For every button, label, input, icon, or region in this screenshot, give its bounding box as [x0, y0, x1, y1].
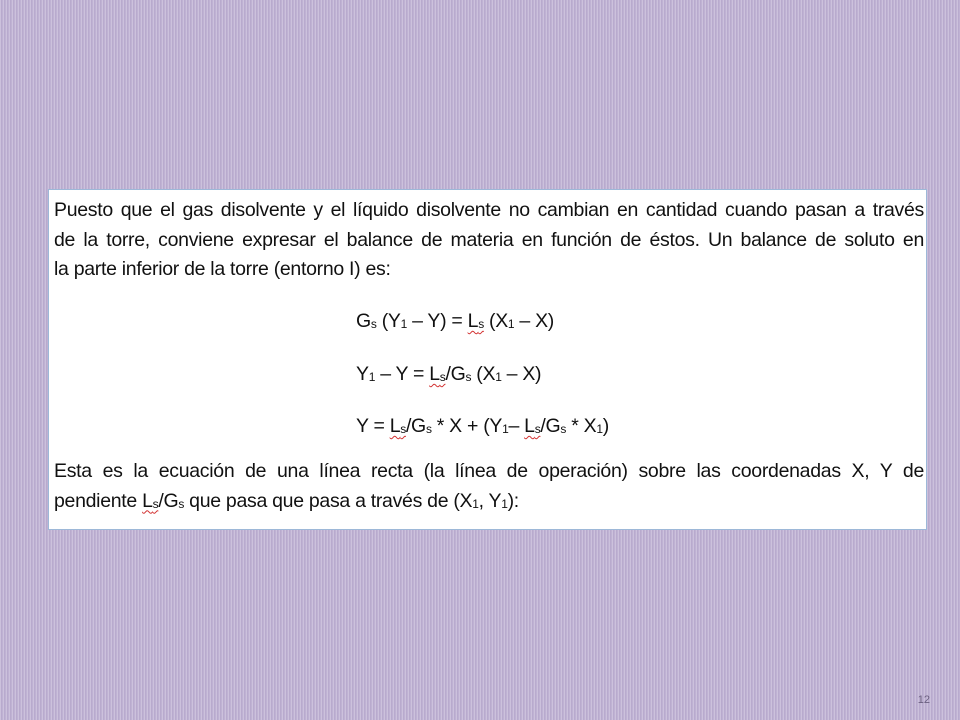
eq1-sub: s — [478, 317, 484, 331]
equation-2 — [356, 363, 541, 386]
eq2-sub: 1 — [495, 370, 502, 384]
eq3-part: Y = — [356, 415, 390, 437]
eq3-spellcheck-term — [524, 415, 540, 437]
eq3-part: ) — [602, 415, 609, 437]
paragraph-conclusion-line-2 — [54, 487, 924, 517]
eq2-sub: s — [465, 370, 472, 384]
eq3-sub: s — [534, 422, 541, 436]
eq3-sub: s — [560, 422, 567, 436]
eq3-sub: 1 — [502, 422, 509, 436]
paragraph-intro-line-3: la parte inferior de la torre (entorno I) es: — [54, 258, 391, 280]
eq1-sub: s — [370, 317, 377, 331]
conclusion-sub: 1 — [501, 496, 508, 511]
eq3-part: * X — [566, 415, 597, 437]
eq2-spellcheck-term — [429, 363, 445, 385]
paragraph-conclusion — [54, 457, 924, 516]
conclusion-sub: s — [152, 496, 159, 511]
eq3-part: L — [524, 415, 535, 437]
eq2-part: – X) — [501, 363, 542, 385]
eq3-part: /G — [540, 415, 561, 437]
eq1-sub: 1 — [400, 317, 407, 331]
conclusion-sub: s — [178, 496, 185, 511]
paragraph-intro-line-1: Puesto que el gas disolvente y el líquido disolvente no cambian en cantidad cuando pasan a través — [54, 199, 924, 221]
eq2-part: (X — [471, 363, 496, 385]
eq1-part: (Y — [376, 310, 401, 332]
document-excerpt — [48, 189, 927, 530]
eq3-part: * X + (Y — [431, 415, 503, 437]
conclusion-part: ): — [507, 489, 519, 512]
paragraph-intro-line-2: de la torre, conviene expresar el balance de materia en función de éstos. Un balance de soluto en — [54, 228, 924, 251]
conclusion-spellcheck-term — [142, 490, 158, 512]
equation-3 — [356, 415, 609, 438]
eq2-part: /G — [445, 363, 466, 385]
paragraph-conclusion-line-1: Esta es la ecuación de una línea recta (la línea de operación) sobre las coordenadas X, Y de — [54, 460, 924, 482]
eq3-sub: 1 — [596, 422, 603, 436]
eq3-part: /G — [405, 415, 426, 437]
eq1-sub: 1 — [507, 317, 515, 331]
eq1-part: L — [467, 310, 479, 332]
eq1-part: – X) — [514, 310, 554, 332]
eq1-spellcheck-term — [468, 310, 484, 332]
eq3-part: L — [389, 415, 401, 437]
conclusion-part: /G — [158, 489, 179, 512]
eq1-part: G — [356, 310, 371, 332]
eq2-sub: 1 — [368, 370, 376, 384]
eq2-part: – Y = — [375, 363, 430, 385]
eq2-part: Y — [356, 363, 369, 385]
eq3-sub: s — [425, 422, 432, 436]
equation-1 — [356, 310, 554, 333]
conclusion-part: que pasa que pasa a través de (X — [184, 489, 473, 512]
conclusion-part: pendiente — [54, 489, 143, 512]
eq3-sub: s — [400, 422, 406, 436]
eq2-sub: s — [439, 370, 446, 384]
conclusion-part: L — [142, 489, 153, 512]
eq2-part: L — [429, 363, 440, 385]
eq1-part: (X — [483, 310, 508, 332]
eq3-part: – — [508, 415, 525, 437]
conclusion-sub: 1 — [472, 496, 479, 511]
eq1-part: – Y) = — [406, 310, 468, 332]
conclusion-part: , Y — [478, 489, 502, 512]
slide-page-number: 12 — [917, 694, 930, 706]
eq3-spellcheck-term — [390, 415, 406, 437]
paragraph-intro — [54, 196, 924, 285]
